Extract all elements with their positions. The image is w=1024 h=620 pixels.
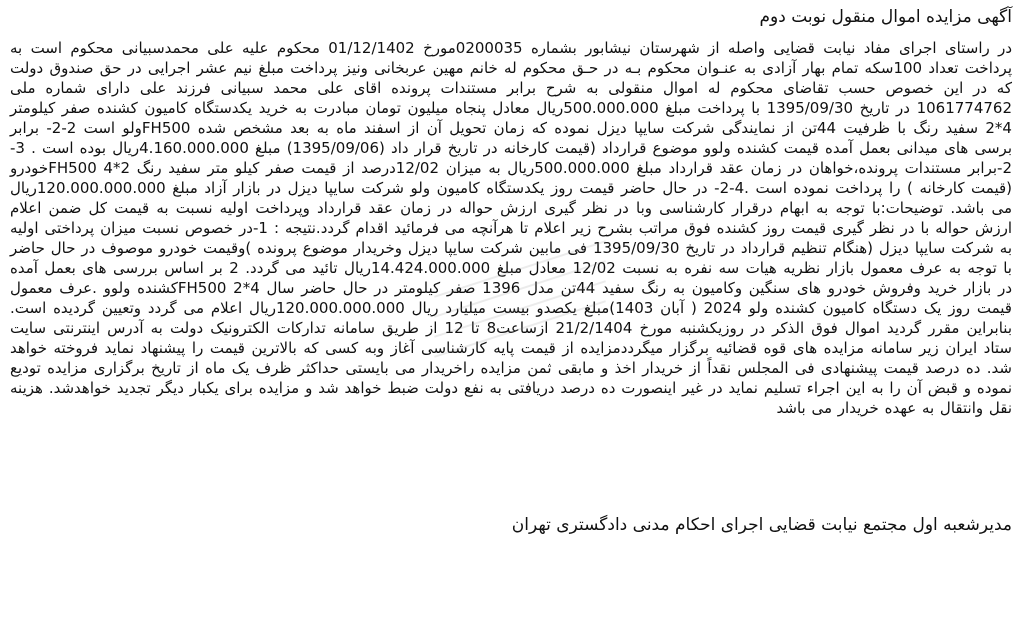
notice-title: آگهی مزایده اموال منقول نوبت دوم [759,7,1012,27]
notice-signature: مدیرشعبه اول مجتمع نیابت قضایی اجرای احکام مدنی دادگستری تهران [511,515,1012,535]
notice-body: در راستای اجرای مفاد نیابت قضایی واصله از شهرستان نیشابور بشماره 0200035مورخ 01/12/1402 محکوم علیه علی محمدسبیانی محکوم است به پرداخت تعداد 100سکه تمام بهار آزادی به عنـوان محکوم بـه در حـق محکوم له خانم مهین عربخانی ونیز پرداخت مبلغ نیم عشر اجرایی در حق صندوق دولت که در این خصوص حسب تقاضای محکوم له اموال منقولی به شرح برابر مستندات پرونده اقای علی محمد سبیانی فرزند علی دارای شماره ملی 1061774762 در تاریخ 1395/09/30 با پرداخت مبلغ 500.000.000ریال معادل پنجاه میلیون تومان مبادرت به خرید یکدستگاه کامیون کشنده صفر کیلومتر 4*2 سفید رنگ با ظرفیت 44تن از نمایندگی شرکت سایپا دیزل نموده که زمان تحویل آن از اسفند ماه به بعد مشخص شده FH500ولو است 2-2- برابر برسی های میدانی بعمل آمده قیمت کشنده ولوو موضوع قرارداد (قیمت کارخانه در تاریخ قرار داد (1395/09/06) مبلغ 4.160.000.000ریال بوده است . 3-2-برابر مستندات پرونده،خواهان در زمان عقد قرارداد مبلغ 500.000.000ریال به میزان 12/02درصد از قیمت صفر کیلو متر سفید رنگ 2*FH500 4خودرو (قیمت کارخانه ) را پرداخت نموده است .4-2- در حال حاضر قیمت روز یکدستگاه کامیون ولو شرکت سایپا دیزل در بازار آزاد مبلغ 120.000.000.000ریال می باشد. توضیحات:با توجه به ابهام درقرار کارشناسی وبا در نظر گیری ارزش حواله در زمان عقد قرارداد وپرداخت اولیه نسبت به قیمت کل ضمن اعلام ارزش حواله با در نظر گیری قیمت روز کشنده فوق مراتب بشرح زیر اعلام تا هرآنچه می فرمائید اقدام گردد.نتیجه : 1-در خصوص نسبت میزان پرداختی اولیه به شرکت سایپا دیزل (هنگام تنظیم قرارداد در تاریخ 1395/09/30 فی مابین شرکت سایپا دیزل وخریدار موضوع پرونده )وقیمت خودرو موصوف در حال حاضر با توجه به عرف معمول بازار نظریه هیات سه نفره به نسبت 12/02 معادل مبلغ 14.424.000.000ریال تائید می گردد. 2 بر اساس بررسی های بعمل آمده در بازار خرید وفروش خودرو های سنگین وکامیون به رنگ سفید 44تن مدل 1396 صفر کیلومتر در حال حاضر سال 4*2 FH500کشنده ولوو .عرف معمول قیمت روز یک دستگاه کامیون کشنده ولو 2024 ( آبان 1403)مبلغ یکصدو بیست میلیارد ریال 120.000.000.000ریال اعلام می گردد وتعیین گردیده است. بنابراین مقرر گردید اموال فوق الذکر در روزیکشنبه مورخ 21/2/1404 ازساعت8 تا 12 از طریق سامانه تدارکات الکترونیک دولت به آدرس اینترنتی سایت ستاد ایران زیر سامانه مزایده های قوه قضائیه برگزار میگرددمزایده از قیمت پایه کارشناسی آغاز وبه کسی که بالاترین قیمت را پیشنهاد نماید فروخته خواهد شد. ده درصد قیمت پیشنهادی فی المجلس نقداً از خریدار اخذ و مابقی ثمن مزایده راخریدار می بایستی حداکثر ظرف یک ماه از تاریخ برگزاری مزایده تودیع نموده و قبض آن را به این اجراء تسلیم نماید در غیر اینصورت ده درصد دریافتی به نفع دولت ضبط خواهد شد و مزایده برای یکبار دیگر تجدید خواهدشد. هزینه نقل وانتقال به عهده خریدار می باشد [10,39,1013,417]
